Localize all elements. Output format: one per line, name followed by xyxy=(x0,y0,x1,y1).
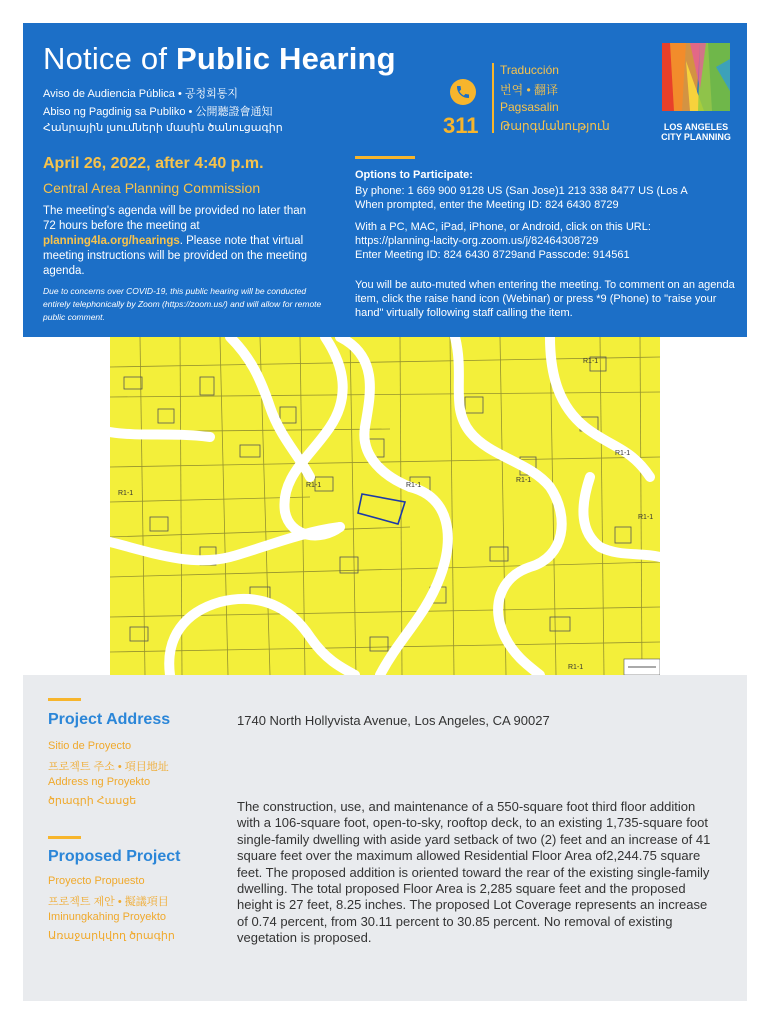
title-bold: Public Hearing xyxy=(175,41,396,76)
agenda-note: The meeting's agenda will be provided no later than 72 hours before the meeting at planning4la.org/hearings. Please note that virtual meeting instructions will be provided on the meeting agenda. xyxy=(43,205,308,277)
mute-note: You will be auto-muted when entering the meeting. To comment on an agenda item, click the raise hand icon (Webinar) or press *9 (Phone) to "raise your hand" virtually following staff calling the item. xyxy=(355,279,735,319)
zone-label: R1-1 xyxy=(306,482,322,489)
zone-label: R1-1 xyxy=(568,664,584,671)
la-city-planning-logo xyxy=(660,41,732,142)
zoom-url[interactable]: https://planning-lacity-org.zoom.us/j/82464308729 xyxy=(355,235,599,247)
pc-option: With a PC, MAC, iPad, iPhone, or Android, click on this URL: xyxy=(355,221,651,233)
translation-label: 번역 • 翻译 xyxy=(500,83,559,97)
divider xyxy=(492,63,494,133)
zone-label: R1-1 xyxy=(615,450,631,457)
notice-header xyxy=(23,23,747,337)
site-map xyxy=(110,337,660,675)
project-address-translation: Address ng Proyekto xyxy=(48,776,151,788)
logo-mark xyxy=(660,41,732,113)
hearing-date: April 26, 2022, after 4:40 p.m. xyxy=(43,155,264,172)
project-address-translation: 프로젝트 주소 • 項目地址 xyxy=(48,761,169,773)
passcode-line: Enter Meeting ID: 824 6430 8729and Passcode: 914561 xyxy=(355,249,630,261)
zone-label: R1-1 xyxy=(583,358,599,365)
zone-label: R1-1 xyxy=(638,514,654,521)
translation-label: Traducción xyxy=(500,63,559,77)
hearings-link[interactable]: planning4la.org/hearings xyxy=(43,235,180,247)
proposed-project-description: The construction, use, and maintenance of a 550-square foot third floor addition with a 106-square foot, open-to-sky, rooftop deck, to an existing 1,735-square foot single-family dwelling with aside yard setback of two (2) feet and an increase of 41 square feet over the maximum allowed Residential Floor Area of2,244.75 square feet. The proposed addition is oriented toward the rear of the existing single-family dwelling. The total proposed Floor Area is 2,285 square feet and the proposed height is 27 feet, 8.25 inches. The proposed Lot Coverage represents an increase of 0.74 percent, from 30.11 percent to 30.85 percent. No removal of existing vegetation is proposed. xyxy=(237,799,711,946)
page-title xyxy=(43,41,396,77)
project-address-title: Project Address xyxy=(48,711,171,728)
proposed-project-translation: Proyecto Propuesto xyxy=(48,875,145,887)
proposed-project-title: Proposed Project xyxy=(48,848,181,865)
subtitle-line: Aviso de Audiencia Pública • 공청회통지 xyxy=(43,88,238,100)
proposed-project-translation: 프로젝트 제안 • 擬議項目 xyxy=(48,896,169,908)
title-thin: Notice of xyxy=(43,41,168,76)
proposed-project-translation: Iminungkahing Proyekto xyxy=(48,911,167,923)
subtitle-line: Հանրային լսումների մասին ծանուցագիր xyxy=(43,122,283,134)
zone-label: R1-1 xyxy=(516,477,532,484)
meeting-id-line: When prompted, enter the Meeting ID: 824 6430 8729 xyxy=(355,199,619,211)
covid-note: Due to concerns over COVID-19, this public hearing will be conducted entirely telephonically by Zoom (https://zoom.us/) and will allow for remote public comment. xyxy=(43,286,322,322)
project-address-translation: Sitio de Proyecto xyxy=(48,740,132,752)
options-heading: Options to Participate: xyxy=(355,169,473,181)
divider xyxy=(48,698,81,701)
proposed-project-translation: Առաջարկվող ծրագիր xyxy=(48,930,175,942)
project-address-translation: ծրագրի Հասցե xyxy=(48,795,137,807)
translation-label: Pagsasalin xyxy=(500,100,559,114)
project-address-value: 1740 North Hollyvista Avenue, Los Angeles, CA 90027 xyxy=(237,713,550,728)
phone-option: By phone: 1 669 900 9128 US (San Jose)1 213 338 8477 US (Los A xyxy=(355,185,688,197)
divider xyxy=(355,156,415,159)
subtitle-line: Abiso ng Pagdinig sa Publiko • 公開聽證會通知 xyxy=(43,106,273,118)
divider xyxy=(48,836,81,839)
translation-label: Թարգմանություն xyxy=(500,119,610,133)
hotline-number: 311 xyxy=(443,113,479,138)
zone-label: R1-1 xyxy=(118,490,134,497)
phone-icon xyxy=(450,79,476,105)
commission-name: Central Area Planning Commission xyxy=(43,180,261,196)
logo-text: LOS ANGELES CITY PLANNING xyxy=(661,122,731,142)
zone-label: R1-1 xyxy=(406,482,422,489)
project-details xyxy=(23,675,747,1001)
parcel-map xyxy=(110,337,660,675)
hotline-block xyxy=(443,79,483,139)
